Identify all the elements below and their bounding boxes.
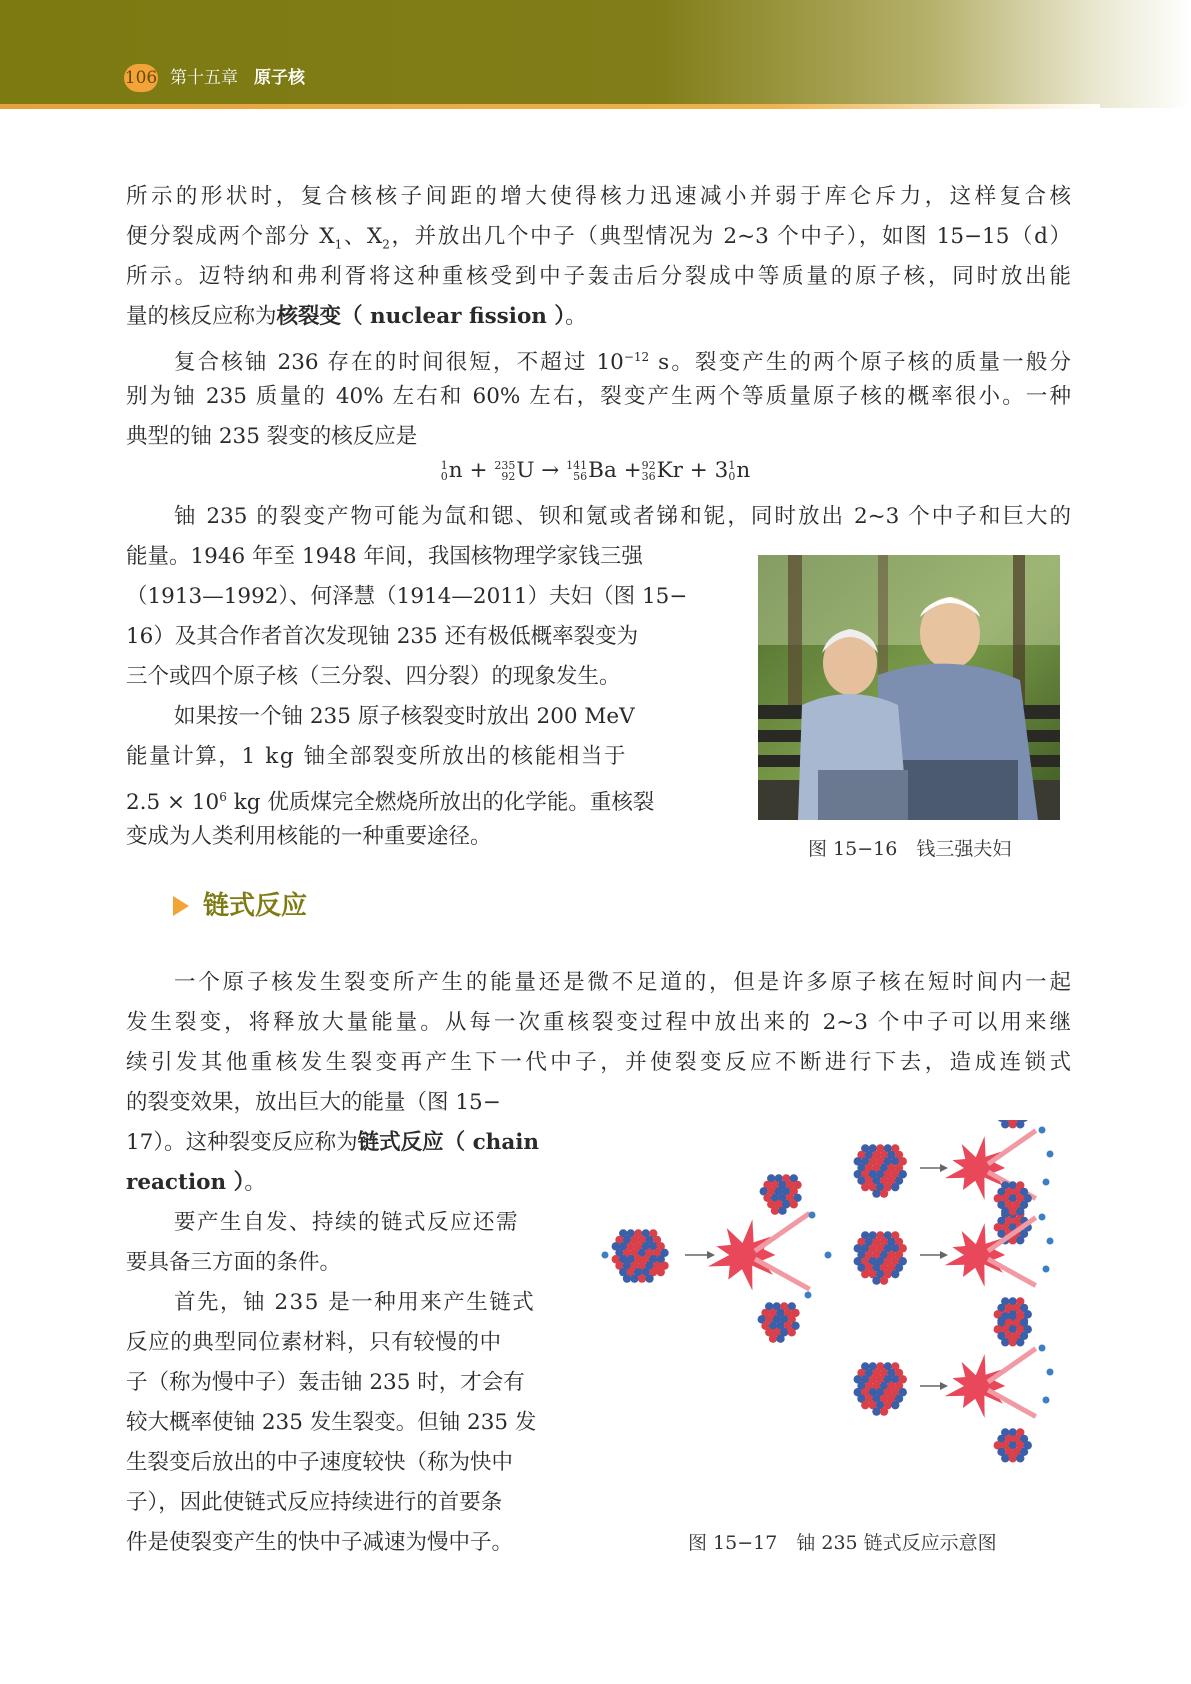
neutron-dot — [825, 1252, 832, 1259]
figure-15-16-caption: 图 15−16 钱三强夫妇 — [808, 838, 1012, 860]
nucleon — [657, 1268, 665, 1276]
nucleon — [630, 1274, 638, 1282]
chain-reaction-diagram — [600, 1120, 1080, 1520]
nucleon — [880, 1407, 888, 1415]
fission-ray — [755, 1259, 810, 1289]
fission-burst — [945, 1354, 1005, 1418]
para4-line4: 变成为人类利用核能的一种重要途径。 — [126, 824, 492, 849]
para4-line1: 如果按一个铀 235 原子核裂变时放出 200 MeV — [174, 704, 635, 729]
uranium-nucleus — [612, 1229, 669, 1283]
neutron-dot — [1039, 1345, 1046, 1352]
para5-line3: 续引发其他重核发生裂变再产生下一代中子，并使裂变反应不断进行下去，造成连锁式 — [126, 1050, 1071, 1075]
nucleon — [1016, 1120, 1024, 1128]
nucleon — [891, 1183, 899, 1191]
nucleon — [778, 1207, 786, 1215]
nucleon — [861, 1183, 869, 1191]
nucleon — [788, 1328, 796, 1336]
para1-line2: 便分裂成两个部分 $X_1$、$X_2$，并放出几个中子（典型情况为 2~3 个中子），如图 15−15（d） — [126, 224, 1071, 252]
para6-line2: 要具备三方面的条件。 — [126, 1250, 342, 1275]
para3-line4: 16）及其合作者首次发现铀 235 还有极低概率裂变为 — [126, 624, 639, 649]
nucleon — [638, 1274, 646, 1282]
nucleon — [1016, 1338, 1024, 1346]
para6-line1: 要产生自发、持续的链式反应还需 — [174, 1210, 520, 1235]
nucleon — [872, 1189, 880, 1197]
nucleon — [880, 1189, 888, 1197]
nucleon — [1016, 1236, 1024, 1244]
nucleon — [1016, 1207, 1024, 1215]
fission-ray — [988, 1131, 1036, 1164]
nucleon — [1001, 1454, 1009, 1462]
para5-line6: reaction ）。 — [126, 1170, 266, 1195]
nucleon — [872, 1407, 880, 1415]
nucleon — [861, 1401, 869, 1409]
uranium-nucleus — [854, 1362, 907, 1416]
nucleon — [776, 1335, 784, 1343]
para3-line2: 能量。1946 年至 1948 年间，我国核物理学家钱三强 — [126, 544, 643, 569]
para2-line2: 别为铀 235 质量的 40% 左右和 60% 左右，裂变产生两个等质量原子核的概率很小。一种 — [126, 384, 1071, 409]
nucleon — [1001, 1338, 1009, 1346]
chapter-number: 第十五章 — [170, 68, 238, 88]
para5-line2: 发生裂变，将释放大量能量。从每一次重核裂变过程中放出来的 2~3 个中子可以用来继 — [126, 1010, 1071, 1035]
neutron-dot — [1043, 1266, 1050, 1273]
para7-line7: 件是使裂变产生的快中子减速为慢中子。 — [126, 1530, 514, 1555]
nucleon — [891, 1401, 899, 1409]
fragment-nucleus — [758, 1302, 800, 1343]
uranium-nucleus — [854, 1231, 907, 1285]
para3-line5: 三个或四个原子核（三分裂、四分裂）的现象发生。 — [126, 664, 621, 689]
nucleon — [1009, 1454, 1017, 1462]
neutron-dot — [1047, 1369, 1054, 1376]
nucleon — [645, 1274, 653, 1282]
uranium-nucleus — [854, 1144, 907, 1198]
para7-line6: 子），因此使链式反应持续进行的首要条 — [126, 1490, 503, 1515]
neutron-dot — [1039, 1127, 1046, 1134]
fragment-nucleus — [994, 1181, 1032, 1215]
nucleon — [771, 1207, 779, 1215]
arrow-head — [940, 1164, 948, 1172]
arrow-head — [940, 1251, 948, 1259]
term-nuclear-fission: 核裂变（ nuclear fission ） — [276, 304, 566, 329]
para4-line2: 能量计算，1 kg 铀全部裂变所放出的核能相当于 — [126, 744, 628, 769]
fragment-nucleus — [760, 1174, 802, 1215]
photo-qian-sanqiang-couple — [758, 555, 1060, 820]
para5-line1: 一个原子核发生裂变所产生的能量还是微不足道的，但是许多原子核在短时间内一起 — [174, 970, 1071, 995]
fragment-nucleus — [994, 1120, 1032, 1128]
neutron-dot — [602, 1252, 609, 1259]
neutron-dot — [1047, 1238, 1054, 1245]
nucleon — [769, 1335, 777, 1343]
para2-line3: 典型的铀 235 裂变的核反应是 — [126, 424, 418, 449]
nucleon — [1001, 1120, 1009, 1128]
para7-line2: 反应的典型同位素材料，只有较慢的中 — [126, 1330, 502, 1355]
arrow-head — [707, 1251, 715, 1259]
neutron-dot — [1047, 1151, 1054, 1158]
fission-ray — [988, 1259, 1036, 1286]
term-chain-reaction: 链式反应（ chain — [357, 1130, 540, 1155]
para7-line3: 子（称为慢中子）轰击铀 235 时，才会有 — [126, 1370, 525, 1395]
nucleon — [1009, 1338, 1017, 1346]
arrow-head — [940, 1382, 948, 1390]
para5-line5: 17）。这种裂变反应称为链式反应（ chain — [126, 1130, 540, 1155]
section-heading-chain-reaction: 链式反应 — [173, 888, 307, 924]
nucleon — [880, 1276, 888, 1284]
chapter-title: 原子核 — [254, 68, 305, 88]
chapter-heading — [170, 64, 321, 92]
para3-line1: 铀 235 的裂变产物可能为氙和锶、钡和氪或者锑和铌，同时放出 2~3 个中子和巨大的 — [174, 504, 1071, 529]
para1-line3: 所示。迈特纳和弗利胥将这种重核受到中子轰击后分裂成中等质量的原子核，同时放出能 — [126, 264, 1071, 289]
neutron-dot — [805, 1292, 812, 1299]
figure-15-17-caption: 图 15−17 铀 235 链式反应示意图 — [688, 1532, 997, 1554]
fission-ray — [988, 1349, 1036, 1382]
fission-burst — [708, 1219, 776, 1290]
nucleon — [1001, 1207, 1009, 1215]
fission-burst — [945, 1223, 1005, 1287]
para1-line4: 量的核反应称为核裂变（ nuclear fission ）。 — [126, 304, 587, 329]
neutron-dot — [1043, 1397, 1050, 1404]
para2-line1: 复合核铀 236 存在的时间很短，不超过 $10^{-12}$ s。裂变产生的两个原子核的质量一般分 — [174, 350, 1072, 376]
fragment-nucleus — [994, 1428, 1032, 1462]
fission-equation: 1 0 n + 235 92 U → 141 56 Ba + 92 36 Kr + 3 1 0 n — [440, 458, 751, 483]
nucleon — [891, 1270, 899, 1278]
fission-ray — [755, 1213, 810, 1251]
nucleon — [1016, 1454, 1024, 1462]
nucleon — [872, 1276, 880, 1284]
para5-line4: 的裂变效果，放出巨大的能量（图 15− — [126, 1090, 501, 1115]
triangle-bullet-icon — [173, 896, 189, 916]
page-number: 106 — [124, 64, 158, 92]
neutron-dot — [1039, 1214, 1046, 1221]
para7-line5: 生裂变后放出的中子速度较快（称为快中 — [126, 1450, 514, 1475]
para4-line3: $2.5 \times 10^6$ kg 优质煤完全燃烧所放出的化学能。重核裂 — [126, 790, 655, 816]
neutron-dot — [809, 1212, 816, 1219]
nucleon — [623, 1274, 631, 1282]
nucleon — [790, 1200, 798, 1208]
fission-burst — [945, 1136, 1005, 1200]
fission-ray — [988, 1390, 1036, 1417]
neutron-dot — [1043, 1179, 1050, 1186]
nucleon — [861, 1270, 869, 1278]
para1-line1: 所示的形状时，复合核核子间距的增大使得核力迅速减小并弱于库仑斥力，这样复合核 — [126, 184, 1071, 209]
para3-line3: （1913—1992）、何泽慧（1914—2011）夫妇（图 15− — [126, 584, 688, 609]
para7-line4: 较大概率使铀 235 发生裂变。但铀 235 发 — [126, 1410, 537, 1435]
header-divider — [0, 104, 1100, 109]
para7-line1: 首先，铀 235 是一种用来产生链式 — [174, 1290, 536, 1315]
nucleon — [1009, 1207, 1017, 1215]
nucleon — [1009, 1120, 1017, 1128]
